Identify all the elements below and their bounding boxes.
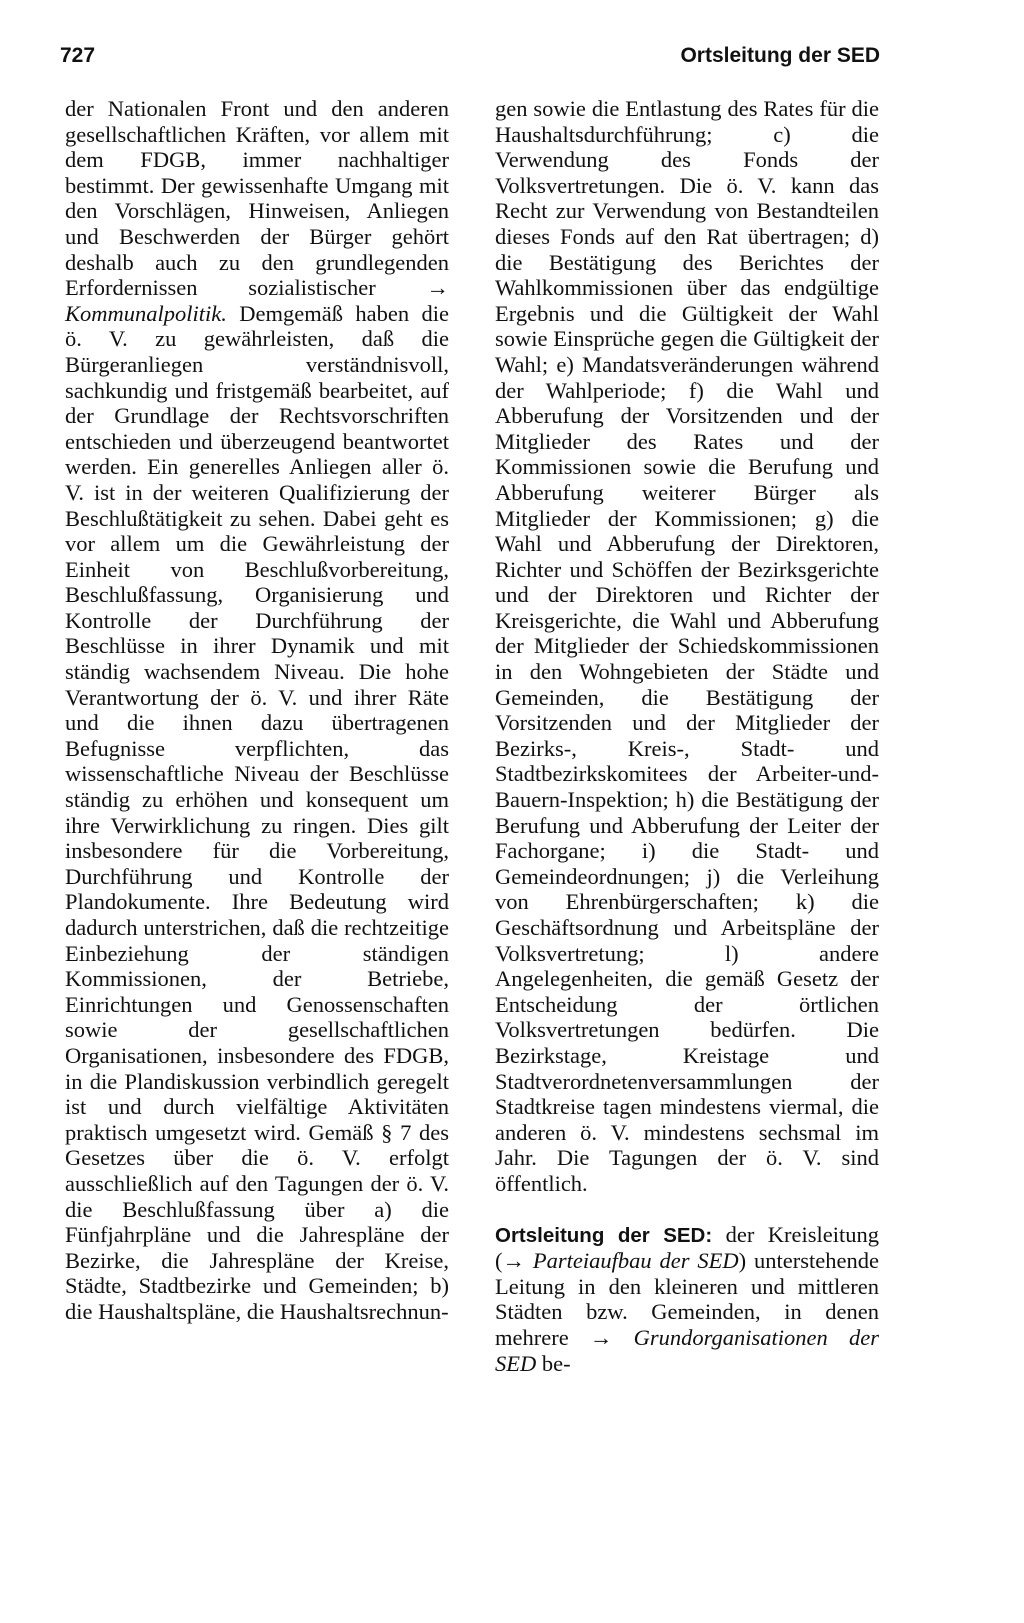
entry-text-3: be- (536, 1350, 571, 1376)
cross-reference-parteiaufbau: Parteiaufbau der SED (532, 1248, 739, 1274)
dictionary-entry-ortsleitung (495, 1222, 879, 1377)
entry-text-2: ) unterstehende Leitung in den kleineren und mittleren Städten bzw. Gemeinden, in denen mehrere (495, 1248, 879, 1350)
cross-reference-arrow-icon: → (589, 1324, 613, 1350)
cross-reference-arrow-icon: → (502, 1248, 525, 1274)
right-column-text: gen sowie die Entlastung des Rates für die Haushaltsdurchführung; c) die Verwendung des Fonds der Volksvertretungen. Die ö. V. kann das Recht zur Verwendung von Bestandteilen dieses Fonds auf den Rat übertragen; d) die Bestätigung des Berichtes der Wahlkommissionen über das endgültige Ergebnis und die Gültigkeit der Wahl sowie Einsprüche gegen die Gültigkeit der Wahl; e) Mandatsveränderungen während der Wahlperiode; f) die Wahl und Abberufung der Vorsitzenden und der Mitglieder des Rates und der Kommissionen sowie die Berufung und Abberufung weiterer Bürger als Mitglieder der Kommissionen; g) die Wahl und Abberufung der Direktoren, Richter und Schöffen der Bezirksgerichte und der Direktoren und Richter der Kreisgerichte, die Wahl und Abberufung der Mitglieder der Schiedskommissionen in den Wohngebieten der Städte und Gemeinden, die Bestätigung der Vorsitzenden und der Mitglieder der Bezirks-, Kreis-, Stadt- und Stadtbezirkskomitees der Arbeiter-und-Bauern-Inspektion; h) die Bestätigung der Berufung und Abberufung der Leiter der Fachorgane; i) die Stadt- und Gemeindeordnungen; j) die Verleihung von Ehrenbürgerschaften; k) die Geschäftsordnung und Arbeitspläne der Volksvertretung; l) andere Angelegenheiten, die gemäß Gesetz der Entscheidung der örtlichen Volksvertretungen bedürfen. Die Bezirkstage, Kreistage und Stadtverordnetenversammlungen der Stadtkreise tagen mindestens viermal, die anderen ö. V. mindestens sechsmal im Jahr. Die Tagungen der ö. V. sind öffentlich. (495, 96, 879, 1196)
running-head: Ortsleitung der SED (680, 44, 880, 67)
left-text-2: Demgemäß haben die ö. V. zu gewährleisten, daß die Bürgeranliegen verständnisvoll, sachkundig und fristgemäß bearbeitet, auf der Grundlage der Rechtsvorschriften entschieden und überzeugend beantwortet werden. Ein generelles Anliegen aller ö. V. ist in der weiteren Qualifizierung der Beschlußtätigkeit zu sehen. Dabei geht es vor allem um die Gewährleistung der Einheit von Beschlußvorbereitung, Beschlußfassung, Organisierung und Kontrolle der Durchführung der Beschlüsse in ihrer Dynamik und mit ständig wachsendem Niveau. Die hohe Verantwortung der ö. V. und ihrer Räte und die ihnen dazu übertragenen Befugnisse verpflichten, das wissenschaftliche Niveau der Beschlüsse ständig zu erhöhen und konsequent um ihre Verwirklichung zu ringen. Dies gilt insbesondere für die Vorbereitung, Durchführung und Kontrolle der Plandokumente. Ihre Bedeutung wird dadurch unterstrichen, daß die rechtzeitige Einbeziehung der ständigen Kommissionen, der Betriebe, Einrichtungen und Genossenschaften sowie der gesellschaftlichen Organisationen, insbesondere des FDGB, in die Plandiskussion verbindlich geregelt ist und durch vielfältige Aktivitäten praktisch umgesetzt wird. Gemäß § 7 des Gesetzes über die ö. V. erfolgt ausschließlich auf den Tagungen der ö. V. die Beschlußfassung über a) die Fünfjahrpläne und die Jahrespläne der Bezirke, die Jahrespläne der Kreise, Städte, Stadtbezirke und Gemeinden; b) die Haushaltspläne, die Haushaltsrechnun- (65, 300, 449, 1324)
left-text-1: der Nationalen Front und den anderen gesellschaftlichen Kräften, vor allem mit dem FDGB, immer nachhaltiger bestimmt. Der gewissenhafte Umgang mit den Vorschlägen, Hinweisen, Anliegen und Beschwerden der Bürger gehört deshalb auch zu den grundlegenden Erfordernissen sozialistischer (65, 96, 449, 301)
cross-reference-arrow-icon: → (426, 275, 450, 301)
cross-reference-grundorganisationen: Grundorganisationen der SED (495, 1324, 879, 1376)
right-column (495, 96, 879, 1376)
entry-text-1: der Kreisleitung ( (495, 1221, 879, 1274)
page-header (60, 44, 880, 84)
cross-reference-kommunalpolitik: Kommunalpolitik. (65, 300, 227, 326)
entry-term: Ortsleitung der SED: (495, 1223, 713, 1247)
left-column (65, 96, 449, 1325)
page-number: 727 (60, 44, 96, 67)
left-column-text (65, 96, 449, 1325)
